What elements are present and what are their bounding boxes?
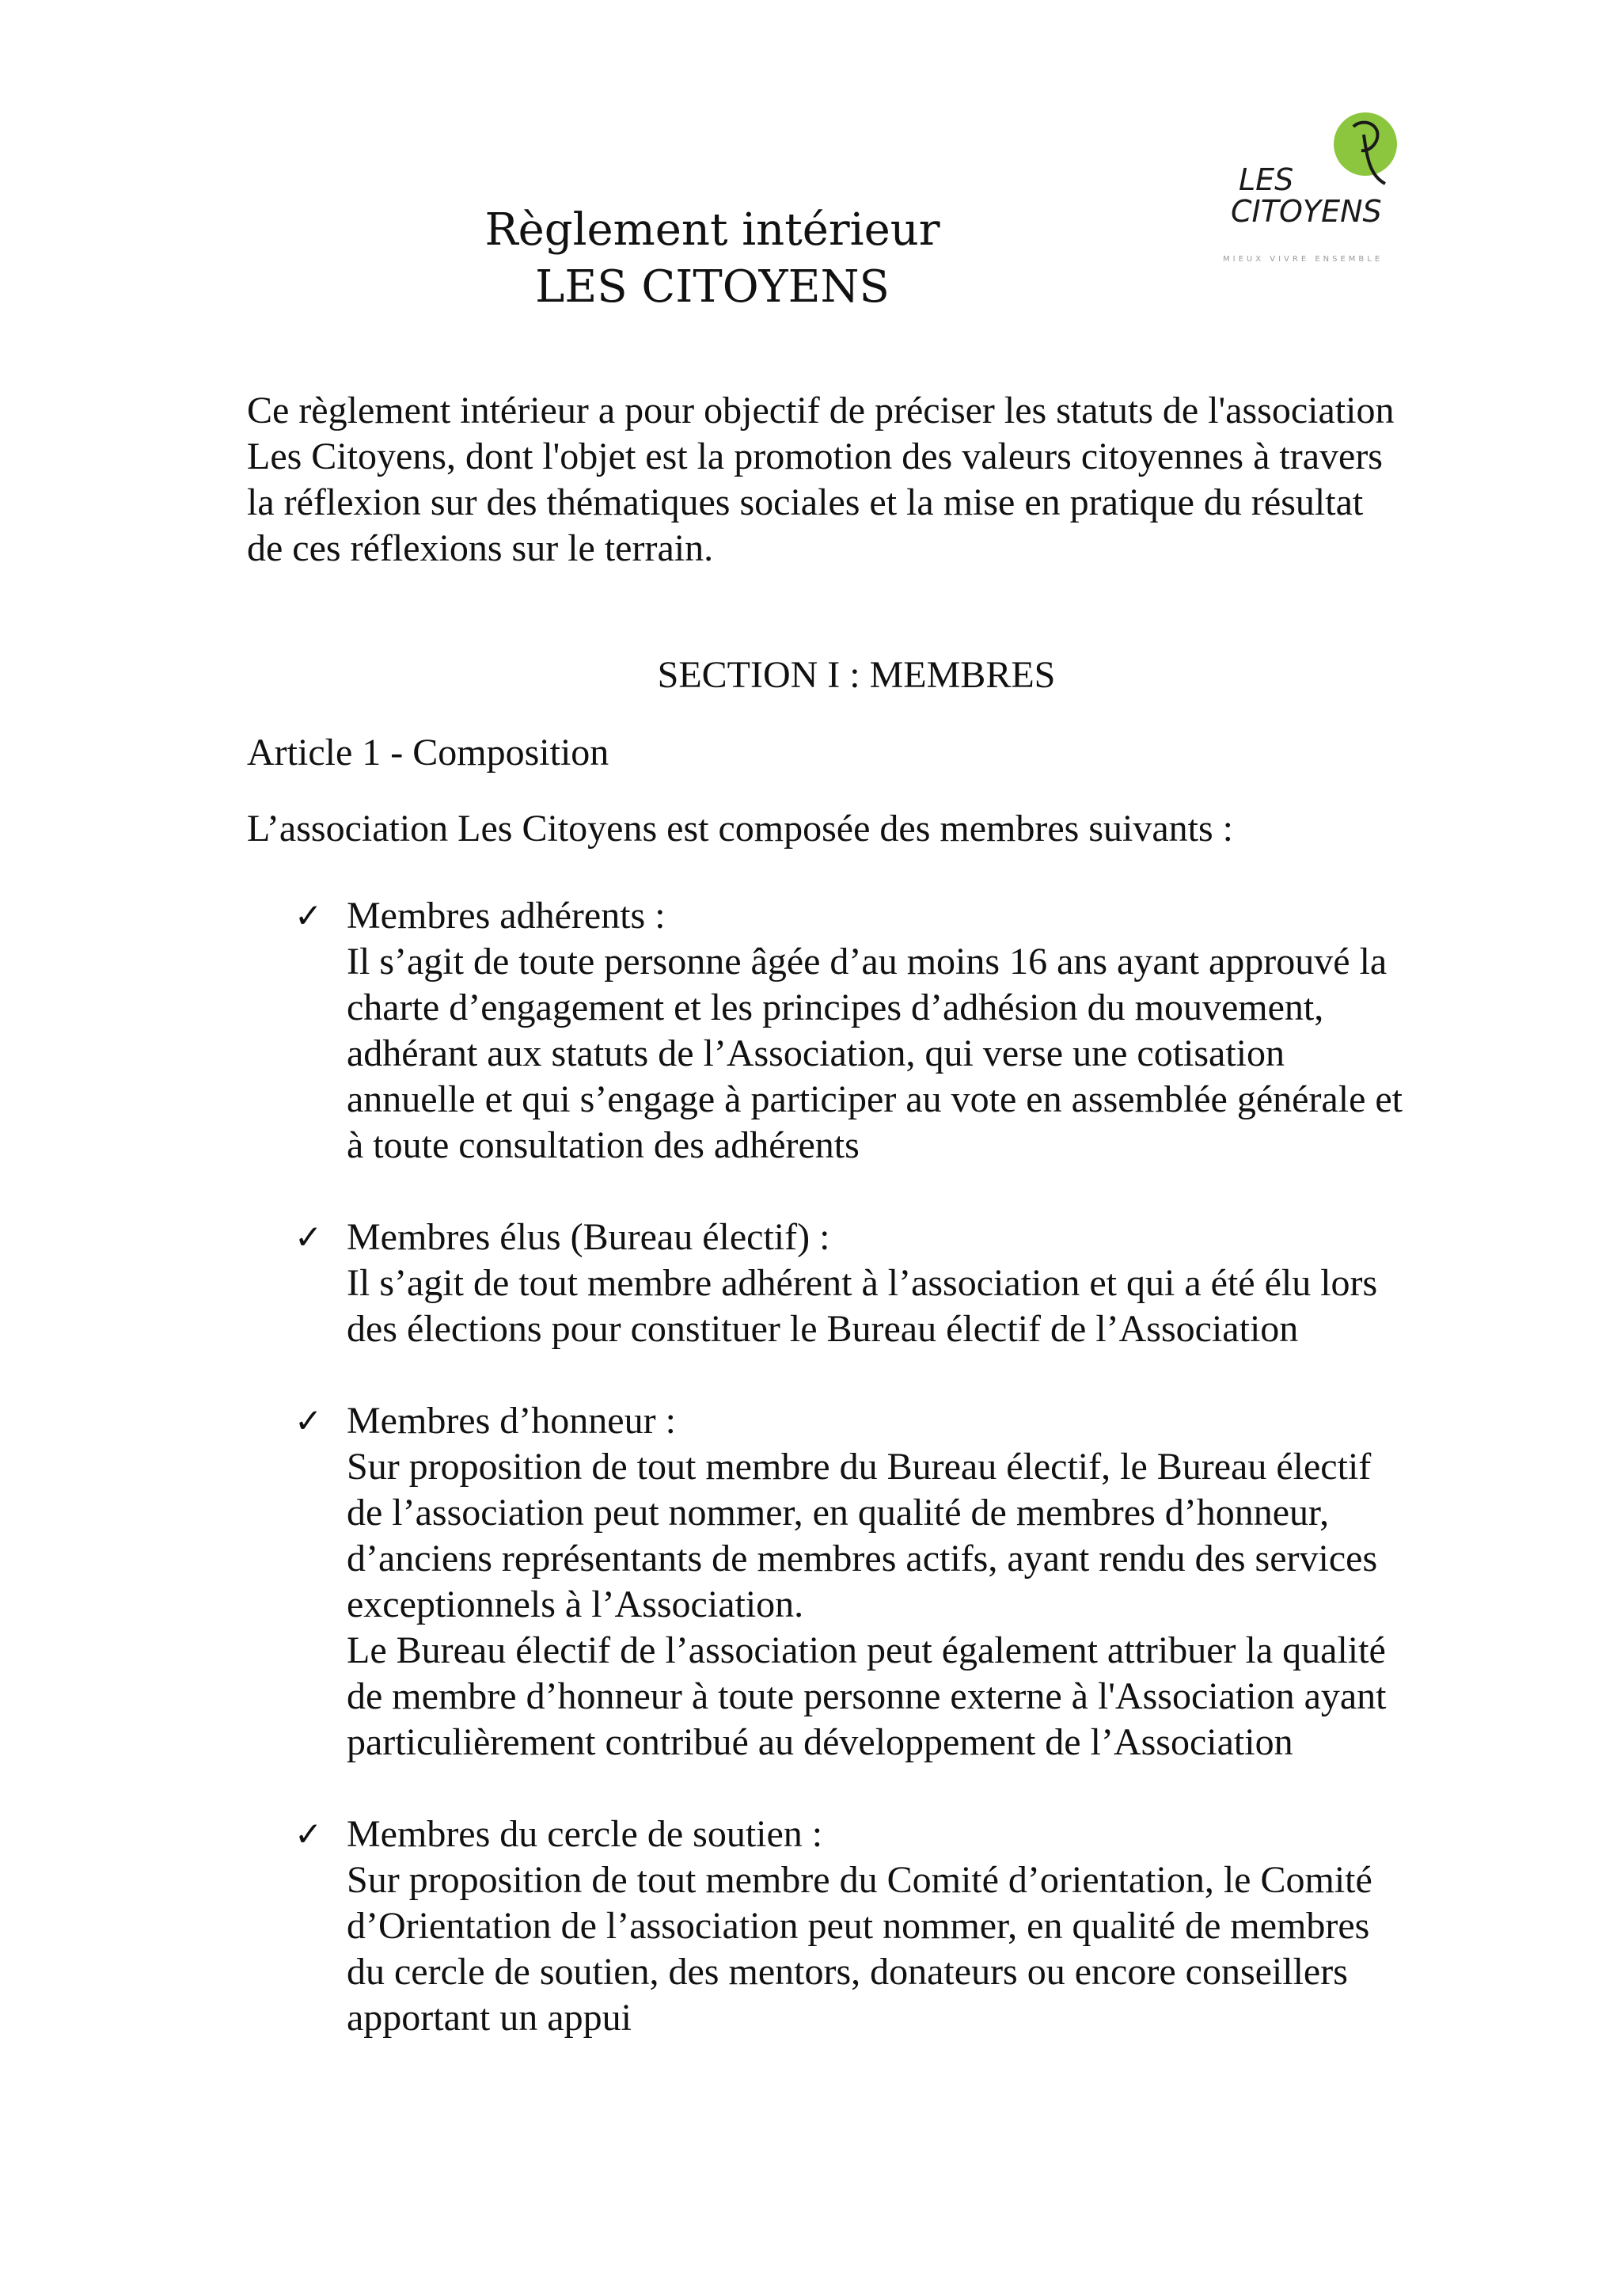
- logo-text-line2: CITOYENS: [1231, 194, 1382, 229]
- member-description: Sur proposition de tout membre du Comité d’orientation, le Comité d’Orientation de l’association peut nommer, en qualité de membres du cercle de soutien, des mentors, donateurs ou encore conseillers apportant un appui: [347, 1859, 1372, 2039]
- title-line-2: LES CITOYENS: [535, 261, 890, 313]
- checkmark-icon: ✓: [294, 1401, 323, 1440]
- composition-lead: L’association Les Citoyens est composée des membres suivants :: [247, 808, 1234, 850]
- member-label: Membres du cercle de soutien :: [347, 1813, 823, 1855]
- title-line-1: Règlement intérieur: [484, 204, 940, 256]
- member-description: Il s’agit de toute personne âgée d’au moins 16 ans ayant approuvé la charte d’engagement et les principes d’adhésion du mouvement, adhérant aux statuts de l’Association, qui verse une cotisation annuelle et qui s’engage à participer au vote en assemblée générale et à toute consultation des adhérents: [347, 941, 1403, 1166]
- logo-text-line1: LES: [1239, 162, 1294, 197]
- member-label: Membres d’honneur :: [347, 1400, 676, 1442]
- member-item-honneur: [247, 1398, 1403, 1766]
- member-label: Membres élus (Bureau électif) :: [347, 1216, 830, 1258]
- member-description-continued: Le Bureau électif de l’association peut également attribuer la qualité de membre d’honneur à toute personne externe à l'Association ayant particulièrement contribué au développement de l’Association: [347, 1629, 1387, 1763]
- member-description: Il s’agit de tout membre adhérent à l’association et qui a été élu lors des élections pour constituer le Bureau électif de l’Association: [347, 1262, 1378, 1350]
- member-item-cercle-soutien: [247, 1811, 1403, 2041]
- member-item-elus: [247, 1215, 1403, 1352]
- page-title: [0, 202, 1425, 316]
- member-label: Membres adhérents :: [347, 895, 666, 937]
- checkmark-icon: ✓: [294, 896, 323, 935]
- member-list: [247, 893, 1403, 2041]
- document-body: [247, 388, 1403, 2087]
- checkmark-icon: ✓: [294, 1218, 323, 1256]
- member-description: Sur proposition de tout membre du Bureau électif, le Bureau électif de l’association peut nommer, en qualité de membres d’honneur, d’anciens représentants de membres actifs, ayant rendu des services exceptionnels à l’Association.: [347, 1446, 1378, 1625]
- member-item-adherents: [247, 893, 1403, 1169]
- section-title: SECTION I : MEMBRES: [657, 654, 1056, 696]
- checkmark-icon: ✓: [294, 1815, 323, 1853]
- article-title: Article 1 - Composition: [247, 732, 609, 774]
- logo-tagline: MIEUX VIVRE ENSEMBLE: [1223, 255, 1384, 264]
- intro-paragraph: Ce règlement intérieur a pour objectif de préciser les statuts de l'association Les Citoyens, dont l'objet est la promotion des valeurs citoyennes à travers la réflexion sur des thématiques sociales et la mise en pratique du résultat de ces réflexions sur le terrain.: [247, 390, 1395, 569]
